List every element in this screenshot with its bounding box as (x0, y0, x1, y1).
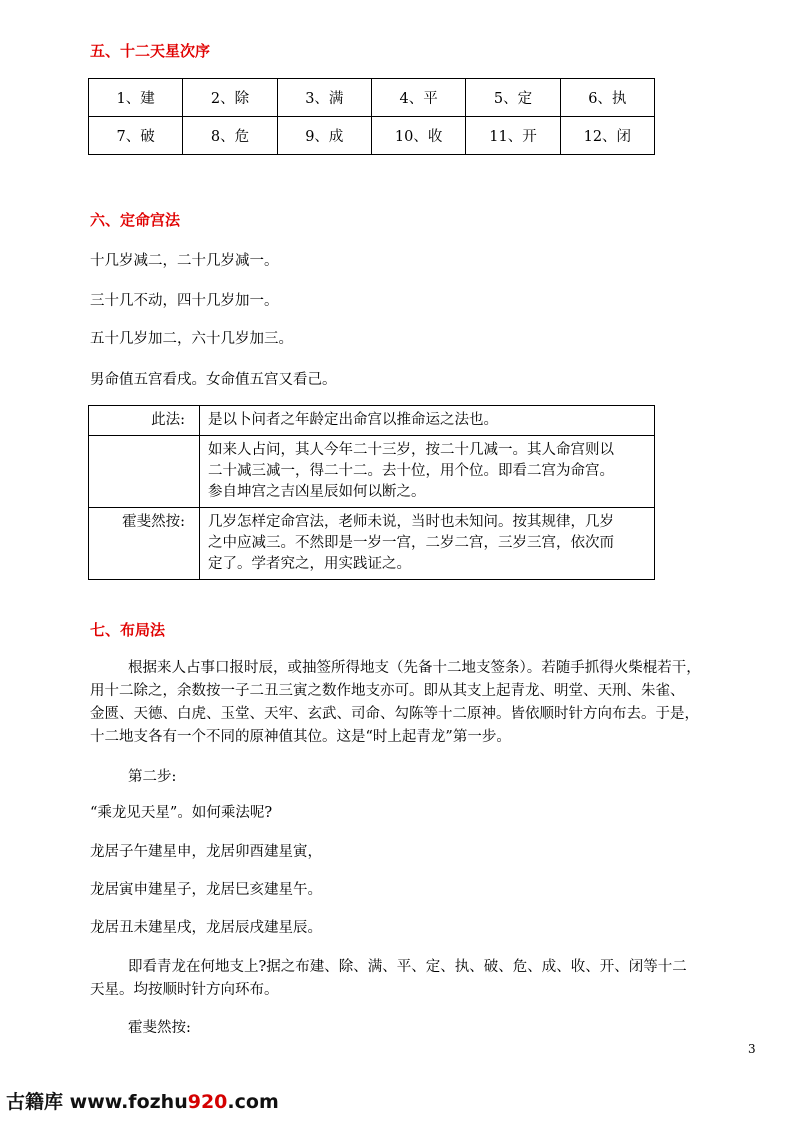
url-prefix: www.fozhu (69, 1091, 188, 1113)
table-row (89, 508, 655, 580)
rule-line-1: 十几岁减二，二十几岁减一。 (90, 253, 279, 269)
table-row (89, 79, 655, 117)
table-cell: 9、成 (277, 117, 371, 155)
rule-line-4: 男命值五宫看戌。女命值五宫又看己。 (90, 372, 337, 388)
note-line: 二十减三减一，得二十二。去十位，用个位。即看二宫为命宫。 (208, 463, 614, 479)
para-line: 即看青龙在何地支上?据之布建、除、满、平、定、执、破、危、成、收、开、闭等十二 (128, 959, 687, 975)
note-label: 此法: (89, 406, 200, 436)
author-note-label: 霍斐然按: (128, 1020, 191, 1036)
table-cell: 3、满 (277, 79, 371, 117)
note-line: 定了。学者究之，用实践证之。 (208, 556, 411, 572)
para-line: 天星。均按顺时针方向环布。 (90, 982, 279, 998)
table-cell: 10、收 (371, 117, 465, 155)
question-line: “乘龙见天星”。如何乘法呢? (90, 805, 273, 821)
table-cell: 4、平 (371, 79, 465, 117)
table-row (89, 406, 655, 436)
site-name: 古籍库 (6, 1091, 64, 1113)
twelve-stars-table (88, 78, 655, 155)
para-line: 十二地支各有一个不同的原神值其位。这是“时上起青龙”第一步。 (90, 729, 511, 745)
note-line: 参自坤宫之吉凶星辰如何以断之。 (208, 484, 426, 500)
rule-line-3: 五十几岁加二，六十几岁加三。 (90, 331, 293, 347)
rule-line-2: 三十几不动，四十几岁加一。 (90, 293, 279, 309)
rule-line: 龙居寅申建星子，龙居巳亥建星午。 (90, 882, 322, 898)
rule-line: 龙居丑未建星戌，龙居辰戌建星辰。 (90, 920, 322, 936)
table-cell: 11、开 (466, 117, 560, 155)
para-line: 金匮、天德、白虎、玉堂、天牢、玄武、司命、勾陈等十二原神。皆依顺时针方向布去。于是， (90, 706, 699, 722)
section-6-heading: 六、定命宫法 (90, 211, 181, 229)
table-cell: 1、建 (89, 79, 183, 117)
table-cell: 6、执 (560, 79, 654, 117)
table-row (89, 436, 655, 508)
page-number: 3 (748, 1042, 756, 1056)
table-cell: 12、闭 (560, 117, 654, 155)
rule-line: 龙居子午建星申，龙居卯酉建星寅， (90, 844, 322, 860)
table-row (89, 117, 655, 155)
section-5-heading: 五、十二天星次序 (90, 42, 211, 60)
para-line: 根据来人占事口报时辰，或抽签所得地支（先备十二地支签条）。若随手抓得火柴棍若干， (128, 660, 701, 676)
url-suffix: .com (227, 1091, 279, 1113)
para-line: 用十二除之，余数按一子二丑三寅之数作地支亦可。即从其支上起青龙、明堂、天刑、朱雀、 (90, 683, 685, 699)
note-label-empty (89, 436, 200, 508)
step-2-label: 第二步: (128, 769, 177, 785)
note-label: 霍斐然按: (89, 508, 200, 580)
note-line: 如来人占问，其人今年二十三岁，按二十几减一。其人命宫则以 (208, 442, 614, 458)
note-text (200, 436, 655, 508)
note-text (200, 508, 655, 580)
table-cell: 8、危 (183, 117, 277, 155)
site-url (70, 1091, 279, 1113)
table-cell: 7、破 (89, 117, 183, 155)
site-watermark (6, 1087, 279, 1114)
url-number: 920 (187, 1091, 228, 1113)
table-cell: 2、除 (183, 79, 277, 117)
section-7-heading: 七、布局法 (90, 621, 166, 639)
note-line: 几岁怎样定命宫法，老师未说，当时也未知问。按其规律，几岁 (208, 514, 614, 530)
table-cell: 5、定 (466, 79, 560, 117)
note-text: 是以卜问者之年龄定出命宫以推命运之法也。 (200, 406, 655, 436)
method-note-table (88, 405, 655, 580)
note-line: 之中应减三。不然即是一岁一宫，二岁二宫，三岁三宫，依次而 (208, 535, 614, 551)
